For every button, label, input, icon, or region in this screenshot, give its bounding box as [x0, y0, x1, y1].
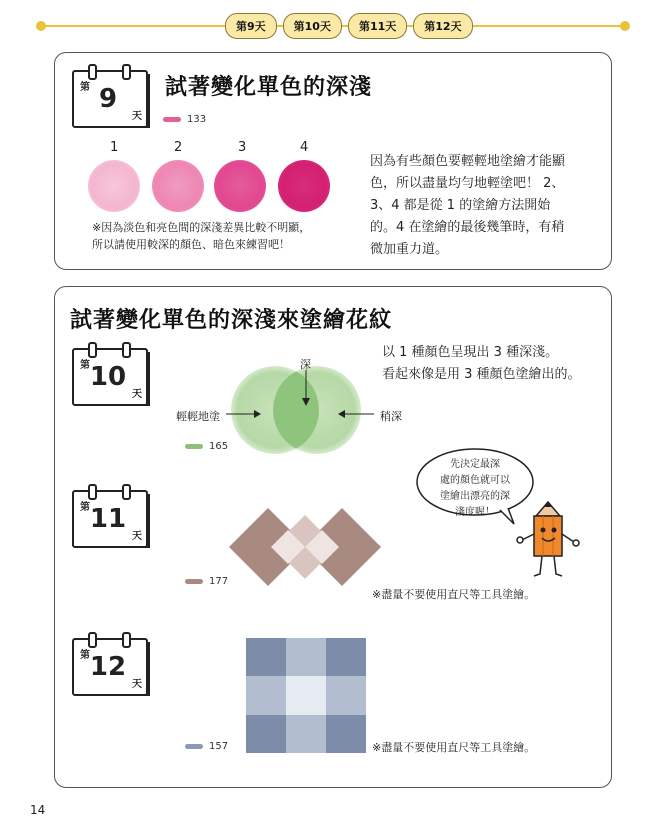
section2-title: 試著變化單色的深淺來塗繪花紋	[70, 308, 393, 333]
day-number: 9	[98, 84, 118, 114]
day-prefix: 第	[80, 82, 90, 93]
color-swatch-165	[185, 441, 228, 452]
pencil-swatch-icon	[185, 579, 203, 584]
shade-circle-3	[214, 160, 266, 212]
paragraph-line: 微加重力道。	[370, 242, 449, 257]
section1-title: 試著變化單色的深淺	[165, 75, 373, 100]
tab-day10[interactable]: 第10天	[283, 13, 342, 39]
bubble-line: 處的顏色就可以	[440, 475, 510, 486]
label-deep: 深	[300, 358, 311, 371]
day-nav	[225, 13, 473, 39]
calendar-icon-day10	[72, 342, 152, 404]
step-number: 3	[238, 140, 247, 155]
swatch-code: 133	[187, 114, 207, 125]
shade-circle-2	[152, 160, 204, 212]
day12-note: ※盡量不要使用直尺等工具塗繪。	[372, 741, 536, 754]
step-number: 1	[110, 140, 119, 155]
calendar-icon-day12	[72, 632, 152, 694]
bubble-line: 淺度喔！	[455, 507, 495, 518]
paragraph-line: 看起來像是用 3 種顏色塗繪出的。	[382, 367, 581, 382]
calendar-icon-day11	[72, 484, 152, 546]
day11-note: ※盡量不要使用直尺等工具塗繪。	[372, 588, 536, 601]
step-number: 4	[300, 140, 309, 155]
day-number: 11	[89, 504, 127, 534]
pencil-mascot-icon	[508, 500, 588, 590]
section1-paragraph	[370, 151, 565, 261]
day10-paragraph	[382, 342, 581, 386]
section1-note	[92, 219, 310, 253]
color-swatch-157	[185, 741, 228, 752]
pencil-swatch-icon	[163, 117, 181, 122]
note-line: 所以請使用較深的顏色、暗色來練習吧！	[92, 238, 290, 251]
calendar-icon-day9	[72, 64, 152, 126]
tab-day9[interactable]: 第9天	[225, 13, 277, 39]
step-number: 2	[174, 140, 183, 155]
label-medium: 稍深	[380, 410, 402, 423]
color-swatch-133	[163, 114, 206, 125]
page-number: 14	[30, 803, 46, 817]
day-prefix: 第	[80, 360, 90, 371]
swatch-code: 157	[209, 741, 229, 752]
tab-day12[interactable]: 第12天	[413, 13, 472, 39]
paragraph-line: 以 1 種顏色呈現出 3 種深淺。	[382, 345, 559, 360]
day-prefix: 第	[80, 502, 90, 513]
note-line: ※因為淡色和亮色間的深淺差異比較不明顯，	[92, 221, 311, 234]
label-light: 輕輕地塗	[176, 410, 220, 423]
bubble-line: 塗繪出漂亮的深	[440, 491, 510, 502]
paragraph-line: 3、4 都是從 1 的塗繪方法開始	[370, 198, 551, 213]
bubble-line: 先決定最深	[450, 459, 500, 470]
day-suffix: 天	[132, 679, 142, 690]
tab-day11[interactable]: 第11天	[348, 13, 407, 39]
shade-circle-4	[278, 160, 330, 212]
swatch-code: 165	[209, 441, 229, 452]
nav-dot	[620, 21, 630, 31]
nav-dot	[36, 21, 46, 31]
pencil-swatch-icon	[185, 444, 203, 449]
paragraph-line: 色，所以盡量均勻地輕塗吧！ 2、	[370, 176, 565, 191]
day-suffix: 天	[132, 389, 142, 400]
day-suffix: 天	[132, 111, 142, 122]
paragraph-line: 因為有些顏色要輕輕地塗繪才能顯	[370, 154, 566, 169]
day-suffix: 天	[132, 531, 142, 542]
day-number: 10	[89, 362, 127, 392]
diamond-pattern	[225, 503, 385, 593]
pencil-swatch-icon	[185, 744, 203, 749]
day-prefix: 第	[80, 650, 90, 661]
day-number: 12	[89, 652, 127, 682]
shade-circle-1	[88, 160, 140, 212]
gingham-pattern	[246, 638, 366, 753]
paragraph-line: 的。4 在塗繪的最後幾筆時，有稍	[370, 220, 565, 235]
swatch-code: 177	[209, 576, 229, 587]
color-swatch-177	[185, 576, 228, 587]
